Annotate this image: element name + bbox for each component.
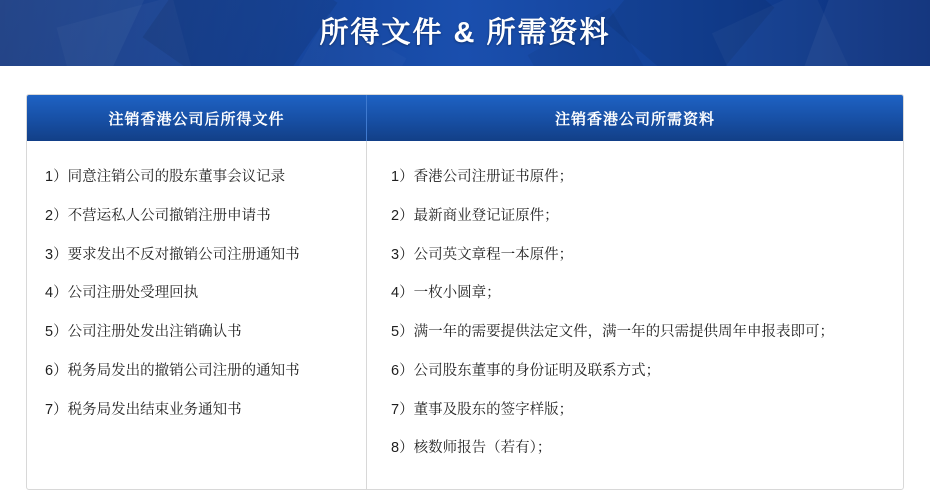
table-body	[27, 141, 903, 489]
list-item: 2）不营运私人公司撤销注册申请书	[45, 207, 271, 224]
list-item: 8）核数师报告（若有）；	[391, 440, 552, 457]
table-header-obtained-documents: 注销香港公司后所得文件	[27, 95, 367, 141]
table-header-row	[27, 95, 903, 141]
column-required-materials	[367, 141, 903, 489]
list-item: 4）一枚小圆章；	[391, 285, 501, 302]
list-item: 3）要求发出不反对撤销公司注册通知书	[45, 246, 300, 263]
list-item: 7）董事及股东的签字样版；	[391, 401, 574, 418]
table-header-required-materials: 注销香港公司所需资料	[554, 110, 715, 128]
list-item: 7）税务局发出结束业务通知书	[45, 401, 242, 418]
list-item: 4）公司注册处受理回执	[45, 285, 199, 302]
list-item: 3）公司英文章程一本原件；	[391, 246, 574, 263]
list-item: 5）公司注册处发出注销确认书	[45, 324, 242, 340]
list-item: 5）满一年的需要提供法定文件，满一年的只需提供周年申报表即可；	[391, 324, 835, 340]
list-item: 1）同意注销公司的股东董事会议记录	[45, 169, 286, 185]
list-item: 6）税务局发出的撤销公司注册的通知书	[45, 362, 300, 379]
page-title: 所得文件 & 所需资料	[319, 17, 611, 49]
list-item: 6）公司股东董事的身份证明及联系方式；	[391, 362, 661, 379]
column-obtained-documents	[27, 141, 367, 489]
list-item: 2）最新商业登记证原件；	[391, 207, 559, 224]
list-item: 1）香港公司注册证书原件；	[391, 169, 574, 185]
info-table	[26, 94, 904, 490]
page-banner	[0, 0, 930, 66]
